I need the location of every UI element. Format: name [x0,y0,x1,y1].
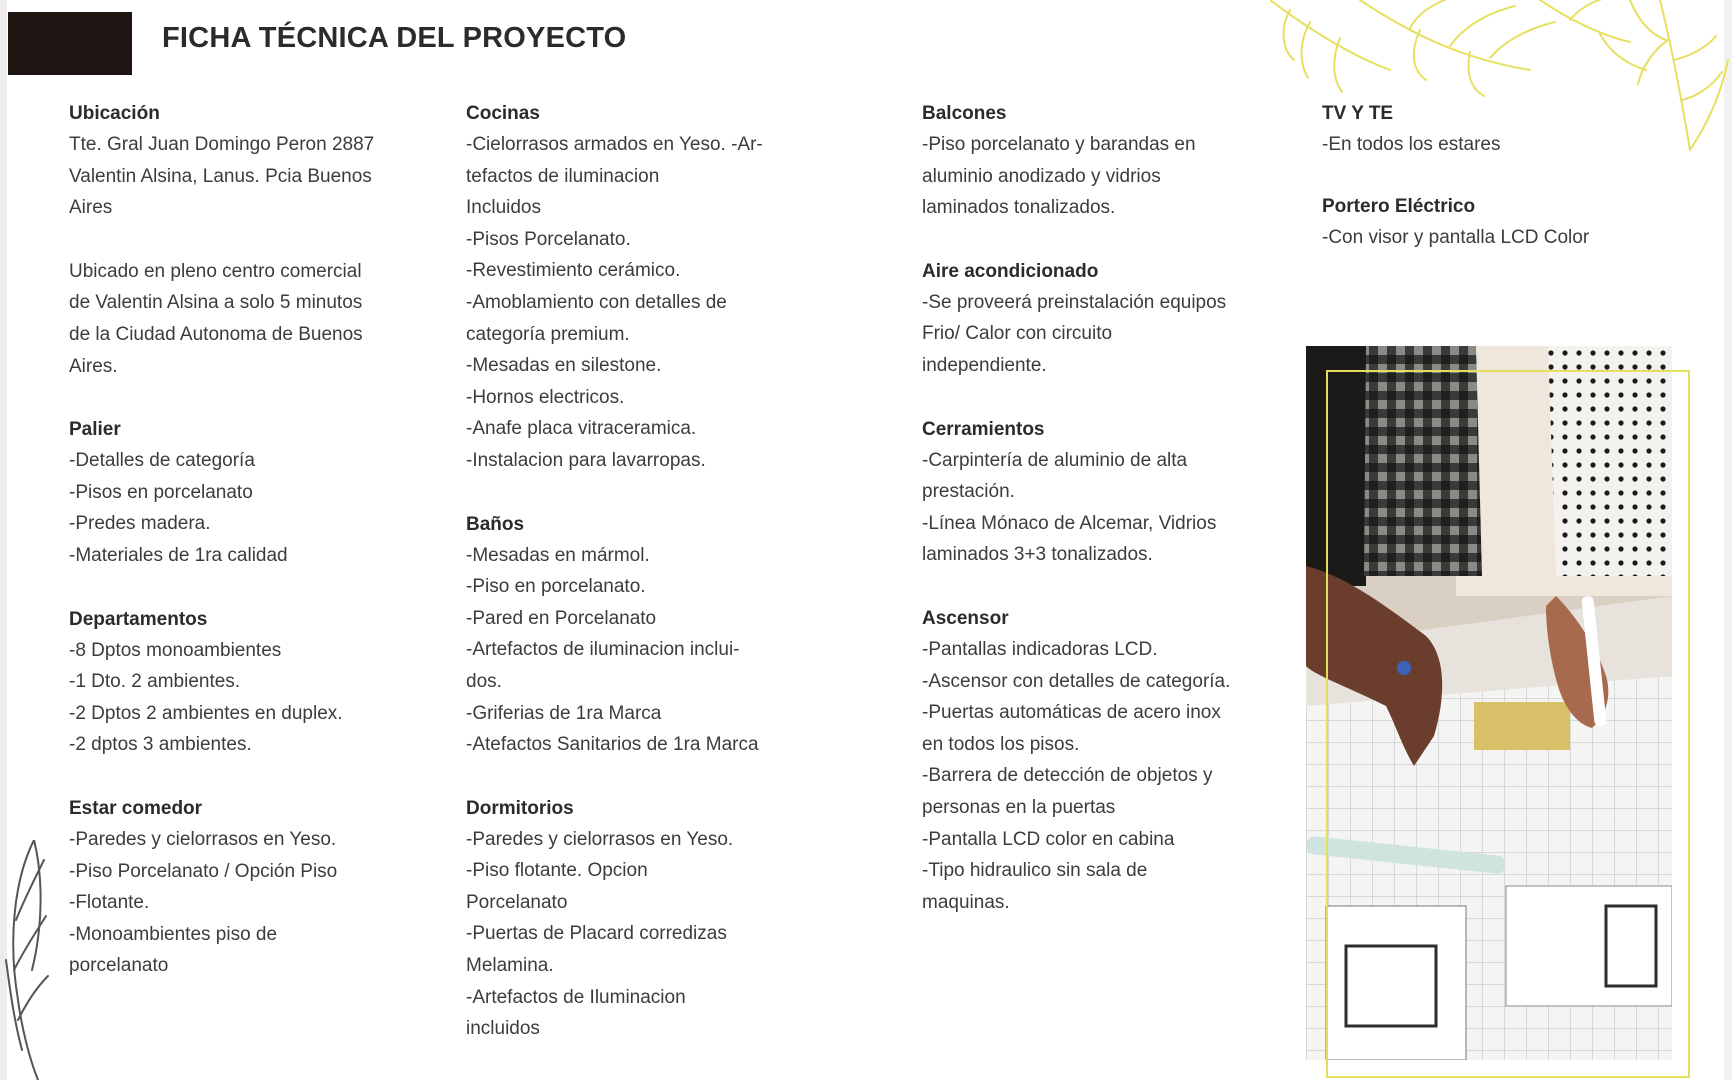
page-title: FICHA TÉCNICA DEL PROYECTO [162,22,627,54]
section-line: -2 Dptos 2 ambientes en duplex. [69,702,343,724]
section-line: incluidos [466,1018,540,1040]
section-line: -8 Dptos monoambientes [69,639,282,661]
section-title: Cocinas [466,103,540,124]
section-line: Aires [69,197,113,219]
section-line: independiente. [922,354,1047,376]
section-dormitorios [466,793,763,1045]
section-line: porcelanato [69,955,169,977]
section-line: Aires. [69,355,118,377]
section-line [69,224,374,256]
section-estar-comedor [69,793,374,982]
section-line: de Valentin Alsina a solo 5 minutos [69,292,363,314]
section-line: -Ascensor con detalles de categoría. [922,670,1231,692]
section-line: -Anafe placa vitraceramica. [466,418,697,440]
section-title: Ascensor [922,607,1009,629]
section-line: aluminio anodizado y vidrios [922,165,1161,187]
section-cocinas [466,98,763,477]
spec-column-3 [922,98,1230,950]
section-line: -Puertas de Placard corredizas [466,923,727,945]
section-line: -Mesadas en silestone. [466,355,662,377]
section-palier [69,414,374,571]
leaf-outline-icon [4,840,50,1080]
section-title: Balcones [922,103,1007,124]
section-line: -Revestimiento cerámico. [466,260,681,282]
section-cerramientos [922,414,1230,571]
section-line: de la Ciudad Autonoma de Buenos [69,323,363,345]
section-line: -Atefactos Sanitarios de 1ra Marca [466,734,759,756]
section-line: -Línea Mónaco de Alcemar, Vidrios [922,512,1217,534]
section-line: -Pisos Porcelanato. [466,228,631,250]
section-line: -Carpintería de aluminio de alta [922,449,1188,471]
section-line: en todos los pisos. [922,733,1080,755]
spec-column-1 [69,98,374,1014]
section-line: laminados tonalizados. [922,197,1116,219]
section-title: Palier [69,419,121,441]
photo-accent-frame [1326,370,1690,1078]
section-ascensor [922,603,1230,918]
section-line: -Flotante. [69,892,150,914]
spec-column-4 [1322,98,1589,285]
section-balcones [922,98,1230,224]
section-line: -2 dptos 3 ambientes. [69,734,252,756]
section-title: Aire acondicionado [922,260,1099,282]
section-line: -Detalles de categoría [69,450,255,472]
section-line: -Griferias de 1ra Marca [466,702,662,724]
section-line: -Se proveerá preinstalación equipos [922,291,1227,313]
section-title: Ubicación [69,103,160,124]
section-line: -Monoambientes piso de [69,923,278,945]
section-line: -Pantalla LCD color en cabina [922,828,1175,850]
section-line: -1 Dto. 2 ambientes. [69,671,241,693]
section-line: -Pared en Porcelanato [466,607,657,629]
section-line: -Amoblamiento con detalles de [466,291,727,313]
section-line: -Barrera de detección de objetos y [922,765,1213,787]
section-line: -Pantallas indicadoras LCD. [922,638,1158,660]
section-line: Porcelanato [466,891,568,913]
section-banos [466,509,763,761]
section-line: -Artefactos de iluminacion inclui- [466,639,740,661]
section-line: Valentin Alsina, Lanus. Pcia Buenos [69,165,372,187]
section-line: -Pisos en porcelanato [69,481,253,503]
section-line: -Piso en porcelanato. [466,576,646,598]
section-line: -Instalacion para lavarropas. [466,449,706,471]
section-title: TV Y TE [1322,103,1394,124]
section-line: prestación. [922,481,1015,503]
section-line: categoría premium. [466,323,630,345]
section-line: -Mesadas en mármol. [466,544,650,566]
section-line: -Artefactos de Iluminacion [466,986,686,1008]
section-line: -Piso porcelanato y barandas en [922,134,1196,155]
section-line: Ubicado en pleno centro comercial [69,260,362,282]
section-line: Incluidos [466,197,541,219]
section-title: Departamentos [69,608,208,630]
section-departamentos [69,604,374,761]
section-line: -Paredes y cielorrasos en Yeso. [466,828,734,850]
spec-column-2 [466,98,763,1077]
section-aire-acondicionado [922,256,1230,382]
section-portero-electrico [1322,191,1589,254]
section-line: -Puertas automáticas de acero inox [922,702,1221,724]
section-line: Frio/ Calor con circuito [922,323,1113,345]
section-line: -Con visor y pantalla LCD Color [1322,226,1590,248]
section-line: -Predes madera. [69,513,211,535]
section-title: Cerramientos [922,418,1045,440]
section-line: -Hornos electricos. [466,386,625,408]
section-line: laminados 3+3 tonalizados. [922,544,1153,566]
section-line: -Paredes y cielorrasos en Yeso. [69,828,337,850]
section-line: -Materiales de 1ra calidad [69,544,288,566]
section-line: -Piso flotante. Opcion [466,860,648,882]
section-ubicacion [69,98,374,382]
section-title: Portero Eléctrico [1322,195,1476,217]
header-bar [8,12,132,75]
section-line: -Cielorrasos armados en Yeso. -Ar- [466,134,763,155]
section-title: Estar comedor [69,797,203,819]
section-line: -Piso Porcelanato / Opción Piso [69,860,338,882]
section-line: -En todos los estares [1322,134,1501,155]
section-title: Dormitorios [466,797,574,819]
section-line: -Tipo hidraulico sin sala de [922,860,1148,882]
section-line: personas en la puertas [922,796,1116,818]
section-line: tefactos de iluminacion [466,165,660,187]
section-tv-te [1322,98,1589,161]
section-line: dos. [466,670,502,692]
section-line: Melamina. [466,955,554,977]
section-line: Tte. Gral Juan Domingo Peron 2887 [69,134,375,155]
section-line: maquinas. [922,891,1010,913]
section-title: Baños [466,513,525,535]
